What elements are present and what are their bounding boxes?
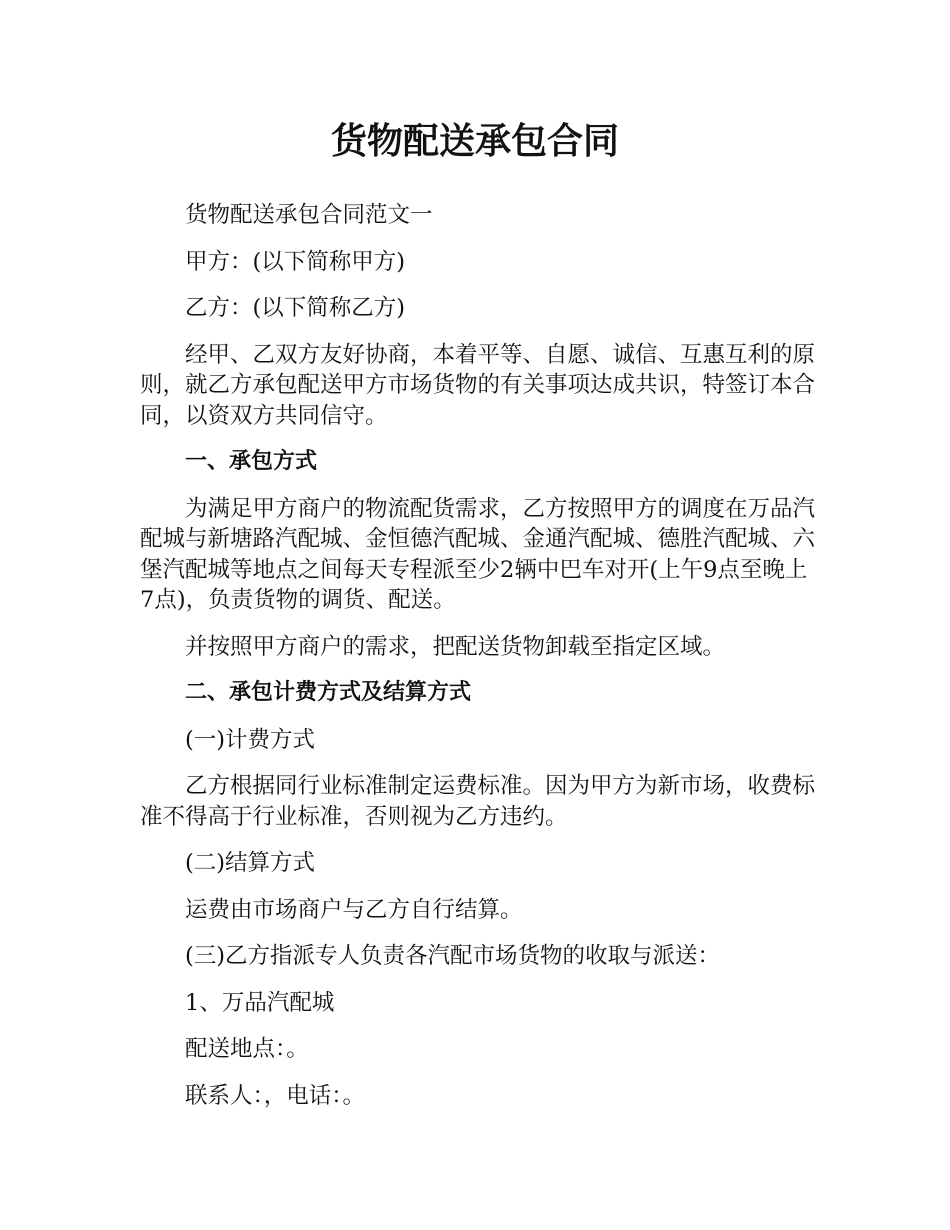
document-title: 货物配送承包合同 (330, 121, 619, 162)
paragraph-preamble: 经甲、乙双方友好协商，本着平等、自愿、诚信、互惠互利的原则，就乙方承包配送甲方市场货物的有关事项达成共识，特签订本合同，以资双方共同信守。 (140, 341, 816, 429)
paragraph-unloading: 并按照甲方商户的需求，把配送货物卸载至指定区域。 (185, 633, 726, 660)
paragraph-billing: 乙方根据同行业标准制定运费标准。因为甲方为新市场，收费标准不得高于行业标准，否则视为乙方违约。 (140, 773, 816, 830)
paragraph-party-a: 甲方：(以下简称甲方) (185, 248, 406, 275)
section-heading-1: 一、承包方式 (185, 449, 318, 474)
paragraph-settlement: 运费由市场商户与乙方自行结算。 (185, 896, 523, 923)
subheading-settlement: (二)结算方式 (185, 850, 316, 876)
subheading-billing: (一)计费方式 (185, 726, 316, 753)
paragraph-subtitle: 货物配送承包合同范文一 (185, 202, 433, 228)
paragraph-contact: 联系人：，电话：。 (185, 1082, 366, 1109)
paragraph-assignment: (三)乙方指派专人负责各汽配市场货物的收取与派送： (185, 943, 721, 969)
document-body (140, 200, 820, 1127)
list-item-wanpin: 1、万品汽配城 (185, 989, 335, 1016)
section-heading-2: 二、承包计费方式及结算方式 (185, 680, 472, 705)
paragraph-delivery-location: 配送地点：。 (185, 1036, 309, 1062)
paragraph-contract-method: 为满足甲方商户的物流配货需求，乙方按照甲方的调度在万品汽配城与新塘路汽配城、金恒德汽配城、金通汽配城、德胜汽配城、六堡汽配城等地点之间每天专程派至少2辆中巴车对开(上午9点至晚上7点)，负责货物的调货、配送。 (140, 495, 816, 613)
paragraph-party-b: 乙方：(以下简称乙方) (185, 295, 406, 321)
